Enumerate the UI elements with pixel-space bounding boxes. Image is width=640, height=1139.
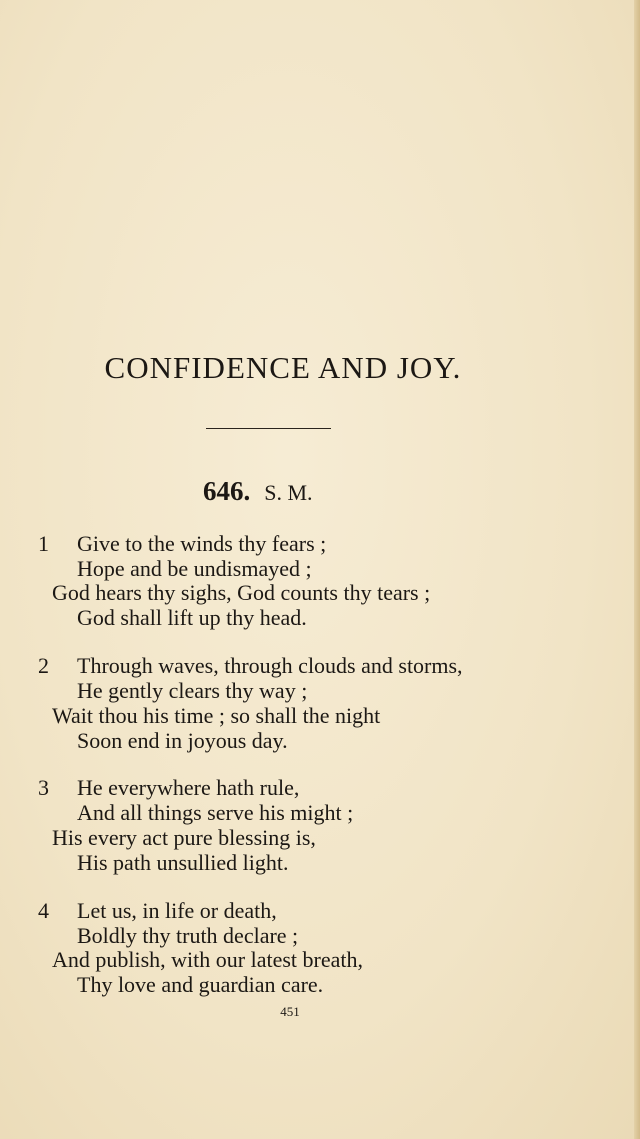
verse-line: God shall lift up thy head.: [77, 605, 307, 630]
verse-line: He everywhere hath rule,: [77, 775, 300, 800]
verse-line: Let us, in life or death,: [77, 898, 277, 923]
verse-line: Boldly thy truth declare ;: [77, 923, 299, 948]
verse-line: And all things serve his might ;: [77, 800, 354, 825]
stanza-number: 4: [38, 898, 49, 923]
hymn-number: 646.: [203, 476, 251, 506]
stanza-number: 1: [38, 531, 49, 556]
verse-line: And publish, with our latest breath,: [52, 947, 364, 972]
hymn-heading: [203, 476, 313, 507]
verse-line: Soon end in joyous day.: [77, 728, 288, 753]
verse-line: Thy love and guardian care.: [77, 972, 324, 997]
page-edge: [634, 0, 640, 1139]
section-title: CONFIDENCE AND JOY.: [104, 350, 462, 385]
stanza-number: 2: [38, 653, 49, 678]
verse-line: Hope and be undismayed ;: [77, 556, 312, 581]
stanza-number: 3: [38, 775, 49, 800]
verse-line: Wait thou his time ; so shall the night: [52, 703, 381, 728]
hymn-meter: S. M.: [264, 480, 313, 505]
verse-line: His every act pure blessing is,: [52, 825, 316, 850]
verse-line: He gently clears thy way ;: [77, 678, 308, 703]
verse-line: God hears thy sighs, God counts thy tears ;: [52, 580, 431, 605]
title-rule: [206, 428, 331, 429]
verse-line: His path unsullied light.: [77, 850, 289, 875]
page-number: 451: [280, 1004, 300, 1019]
verse-line: Through waves, through clouds and storms,: [77, 653, 463, 678]
verse-line: Give to the winds thy fears ;: [77, 531, 327, 556]
